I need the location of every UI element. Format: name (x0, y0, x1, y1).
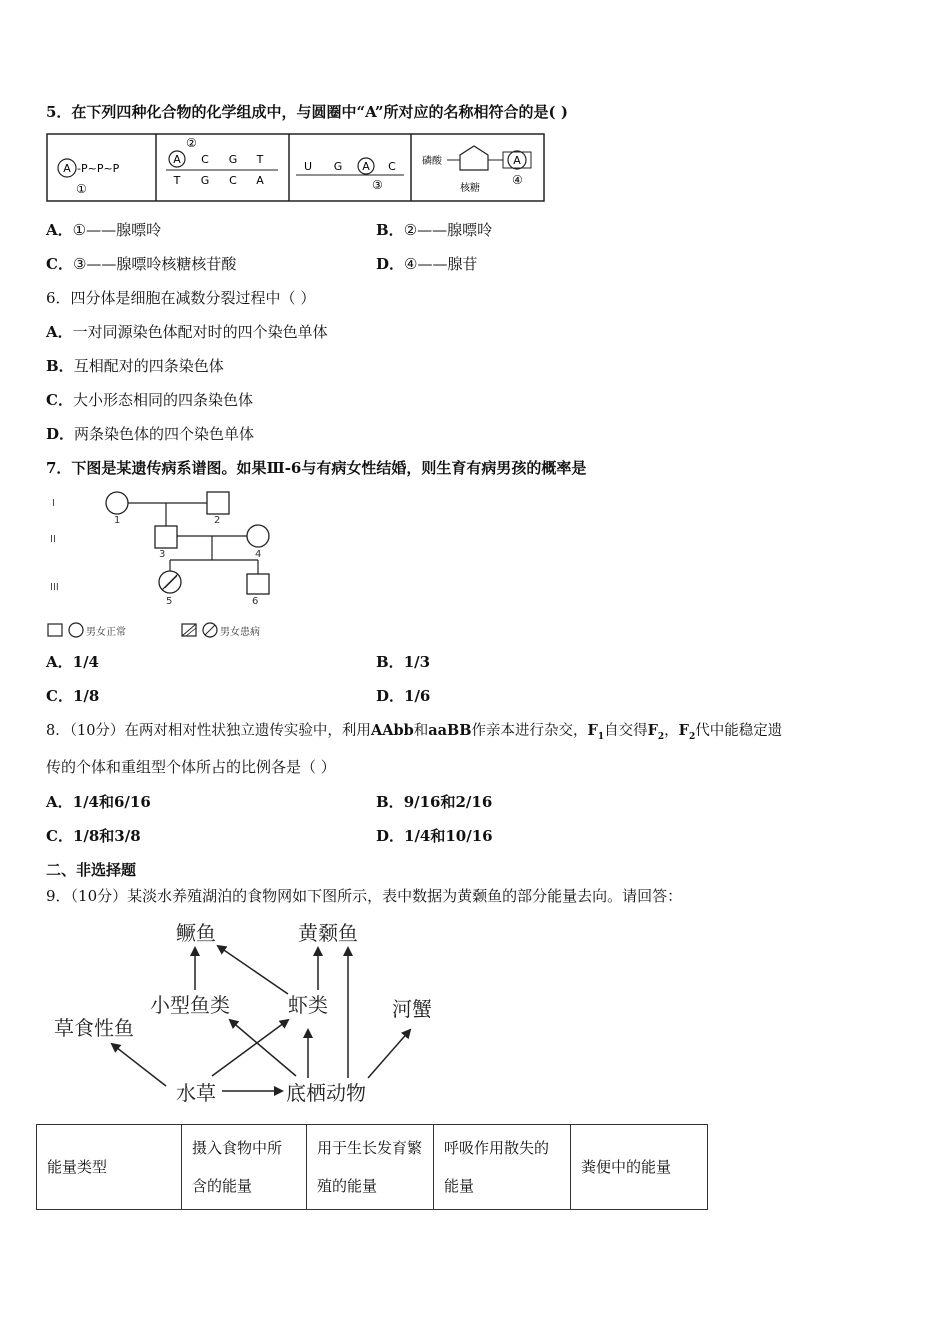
table-header-cell: 摄入食物中所含的能量 (182, 1125, 307, 1210)
individual-6 (247, 574, 269, 594)
q8-option-d: D．1/4和10/16 (376, 827, 493, 845)
q5-panel-4 (422, 146, 531, 194)
q7-option-c: C．1/8 (46, 687, 100, 705)
q5-p3-seq-2: G (333, 160, 343, 173)
id-3: 3 (159, 549, 166, 560)
id-4: 4 (255, 549, 262, 560)
arrow-benthos-to-crab (368, 1030, 410, 1078)
q5-p2-bottom-4: A (256, 174, 264, 187)
q7-pedigree (46, 485, 306, 645)
node-shrimp: 虾类 (288, 993, 328, 1017)
q6-stem: 6．四分体是细胞在减数分裂过程中（ ） (46, 289, 316, 307)
individual-3 (155, 526, 177, 548)
gen-label-3: III (50, 582, 59, 593)
gen-label-2: II (50, 534, 56, 545)
gen-label-1: I (52, 498, 55, 509)
q5-p4-num: ④ (512, 173, 523, 187)
q5-p2-bottom-3: C (229, 174, 237, 187)
q6-option-d: D．两条染色体的四个染色单体 (46, 425, 255, 443)
q5-figure (46, 132, 546, 204)
individual-2 (207, 492, 229, 514)
q5-panel-1 (58, 159, 120, 196)
q7-option-d: D．1/6 (376, 687, 431, 705)
q5-p2-bottom-1: T (173, 174, 181, 187)
table-row (37, 1125, 708, 1210)
arrow-plants-to-shrimp (212, 1020, 288, 1076)
q9-energy-table (36, 1124, 708, 1210)
individual-4 (247, 525, 269, 547)
q5-panel-2 (166, 136, 278, 187)
q5-stem: 5．在下列四种化合物的化学组成中，与圆圈中“A”所对应的名称相符合的是( ) (46, 103, 568, 121)
q5-option-a: A．①——腺嘌呤 (46, 221, 162, 239)
q5-p1-a: A (63, 162, 71, 175)
table-header-cell: 呼吸作用散失的能量 (434, 1125, 571, 1210)
q5-p4-sugar: 核糖 (460, 183, 480, 194)
q6-option-c: C．大小形态相同的四条染色体 (46, 391, 253, 409)
id-1: 1 (114, 515, 121, 526)
arrow-plants-to-herbivorous (112, 1044, 166, 1086)
q8-stem-line-1: 8．（10分）在两对相对性状独立遗传实验中，利用AAbb和aaBB作亲本进行杂交，$F_1$自交得$F_2$，$F_2$代中能稳定遗 (46, 722, 783, 742)
q8-option-c: C．1/8和3/8 (46, 827, 141, 845)
section-2-heading: 二、非选择题 (46, 861, 137, 879)
q5-option-d: D．④——腺苷 (376, 255, 478, 273)
node-mandarin-fish: 鳜鱼 (176, 921, 216, 945)
legend-normal: 男女正常 (86, 627, 126, 638)
q7-option-a: A．1/4 (46, 653, 99, 671)
node-small-fish: 小型鱼类 (150, 993, 230, 1017)
arrow-shrimp-to-mandarin (218, 946, 288, 994)
q8-option-b: B．9/16和2/16 (376, 793, 493, 811)
q5-p4-a: A (513, 154, 521, 167)
q5-option-b: B．②——腺嘌呤 (376, 221, 493, 239)
q5-panel-3 (296, 158, 404, 192)
node-herbivorous-fish: 草食性鱼 (54, 1016, 134, 1040)
table-header-cell: 粪便中的能量 (571, 1125, 708, 1210)
q8-stem-line-2: 传的个体和重组型个体所占的比例各是（ ） (46, 758, 336, 776)
q5-p1-num: ① (76, 182, 87, 196)
q5-option-c: C．③——腺嘌呤核糖核苷酸 (46, 255, 237, 273)
id-2: 2 (214, 515, 221, 526)
node-water-plants: 水草 (176, 1081, 216, 1105)
q8-option-a: A．1/4和6/16 (46, 793, 151, 811)
legend-affected: 男女患病 (220, 627, 260, 638)
q6-option-a: A．一对同源染色体配对时的四个染色单体 (46, 323, 328, 341)
q5-p2-top-3: G (228, 153, 238, 166)
table-header-cell: 用于生长发育繁殖的能量 (307, 1125, 434, 1210)
q5-p3-seq-1: U (303, 160, 313, 173)
q6-option-b: B．互相配对的四条染色体 (46, 357, 224, 375)
q9-food-web (40, 912, 460, 1112)
q5-p3-seq-3: A (362, 160, 370, 173)
q7-option-b: B．1/3 (376, 653, 431, 671)
table-header-cell: 能量类型 (37, 1125, 182, 1210)
id-5: 5 (166, 596, 173, 607)
individual-1 (106, 492, 128, 514)
q5-p2-top-1: A (173, 153, 181, 166)
q5-p2-num: ② (186, 136, 197, 150)
node-benthos: 底栖动物 (286, 1081, 366, 1105)
q5-p2-bottom-2: G (200, 174, 210, 187)
q5-p2-top-4: T (256, 153, 264, 166)
q9-stem: 9．（10分）某淡水养殖湖泊的食物网如下图所示，表中数据为黄颡鱼的部分能量去向。请回答： (46, 887, 683, 905)
q7-stem: 7．下图是某遗传病系谱图。如果Ⅲ-6与有病女性结婚，则生育有病男孩的概率是 (46, 459, 587, 477)
q5-p2-top-2: C (201, 153, 209, 166)
node-yellow-catfish: 黄颡鱼 (298, 921, 358, 945)
q5-p3-seq-4: C (388, 160, 396, 173)
q5-p1-chain: -P~P~P (77, 162, 120, 175)
id-6: 6 (252, 596, 259, 607)
q5-p3-num: ③ (372, 178, 383, 192)
arrow-benthos-to-small-fish (230, 1020, 296, 1076)
node-crab: 河蟹 (392, 997, 432, 1021)
q5-p4-phosphate: 磷酸 (422, 156, 442, 167)
